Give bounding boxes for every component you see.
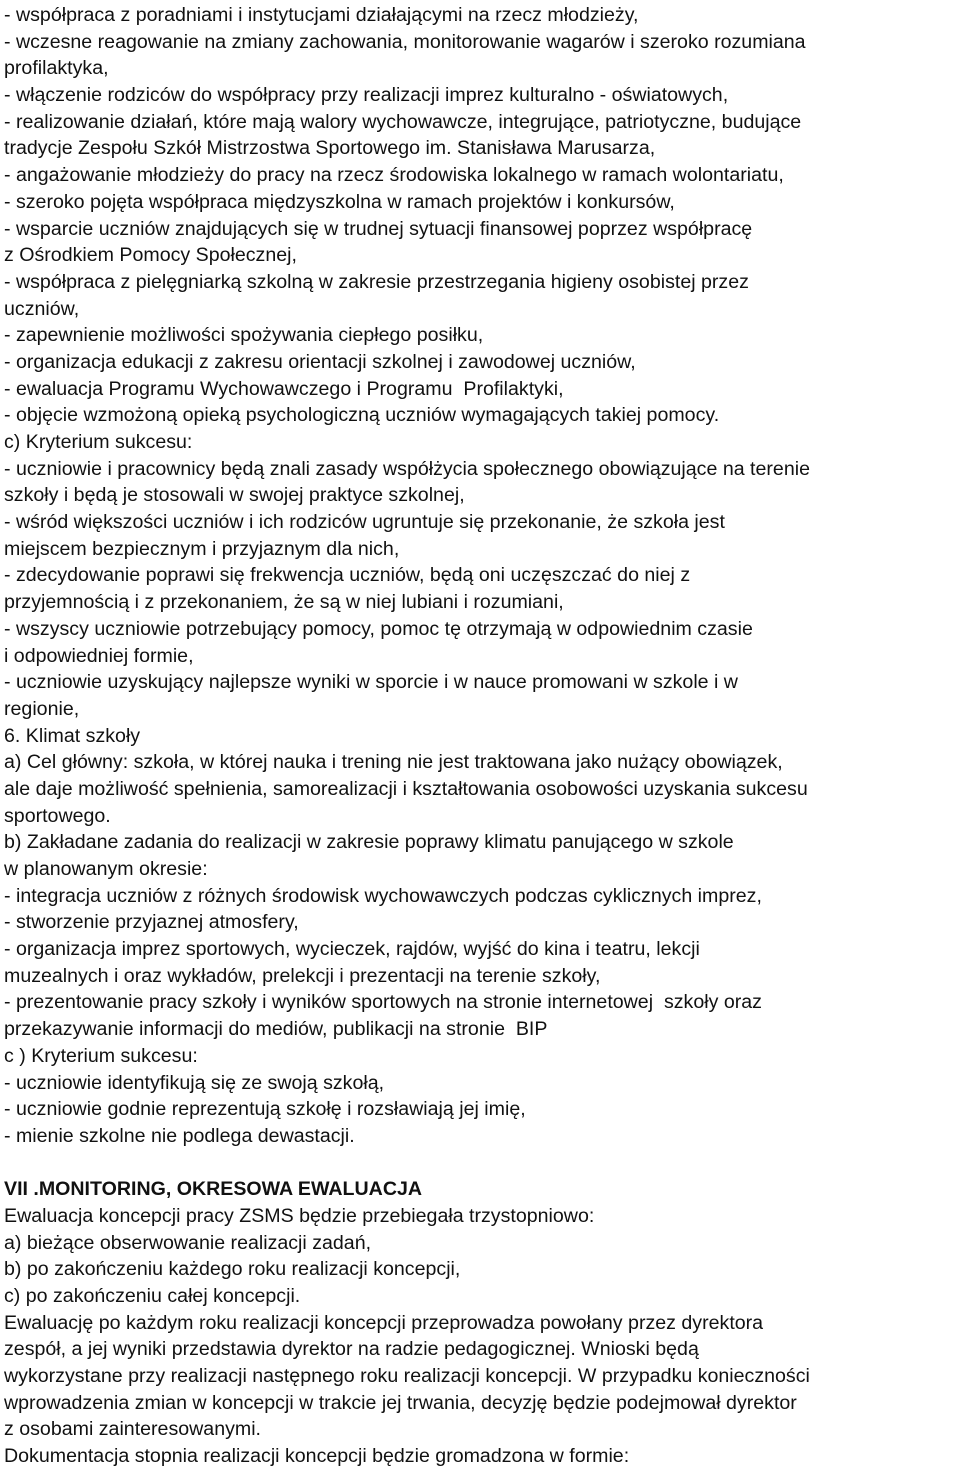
text-line: - uczniowie i pracownicy będą znali zasady współżycia społecznego obowiązujące na terenie <box>4 457 810 480</box>
text-line: b) Zakładane zadania do realizacji w zakresie poprawy klimatu panującego w szkole <box>4 831 734 854</box>
text-line: - zdecydowanie poprawi się frekwencja uczniów, będą oni uczęszczać do niej z <box>4 564 691 587</box>
text-line: zespół, a jej wyniki przedstawia dyrektor na radzie pedagogicznej. Wnioski będą <box>4 1338 699 1361</box>
text-line: - włączenie rodziców do współpracy przy realizacji imprez kulturalno - oświatowych, <box>4 84 729 107</box>
text-line: wykorzystane przy realizacji następnego roku realizacji koncepcji. W przypadku konieczności <box>4 1365 810 1388</box>
text-line: - uczniowie uzyskujący najlepsze wyniki w sporcie i w nauce promowani w szkole i w <box>4 671 738 694</box>
text-line: - objęcie wzmożoną opieką psychologiczną uczniów wymagających takiej pomocy. <box>4 404 720 427</box>
section-spacer <box>4 1150 960 1177</box>
text-line: - integracja uczniów z różnych środowisk wychowawczych podczas cyklicznych imprez, <box>4 884 762 907</box>
text-line: z osobami zainteresowanymi. <box>4 1418 262 1441</box>
text-line: - szeroko pojęta współpraca międzyszkolna w ramach projektów i konkursów, <box>4 190 675 213</box>
text-line: - wczesne reagowanie na zmiany zachowania, monitorowanie wagarów i szeroko rozumiana <box>4 30 806 53</box>
text-line: szkoły i będą je stosowali w swojej praktyce szkolnej, <box>4 484 465 507</box>
text-line: wprowadzenia zmian w koncepcji w trakcie jej trwania, decyzję będzie podejmował dyrektor <box>4 1391 797 1414</box>
text-line: - uczniowie identyfikują się ze swoją szkołą, <box>4 1071 385 1094</box>
text-line: b) po zakończeniu każdego roku realizacji koncepcji, <box>4 1258 461 1281</box>
text-line: przekazywanie informacji do mediów, publikacji na stronie BIP <box>4 1018 548 1041</box>
text-line: miejscem bezpiecznym i przyjaznym dla nich, <box>4 537 400 560</box>
text-line: profilaktyka, <box>4 57 109 80</box>
text-line: - prezentowanie pracy szkoły i wyników sportowych na stronie internetowej szkoły oraz <box>4 991 762 1014</box>
text-line: - współpraca z pielęgniarką szkolną w zakresie przestrzegania higieny osobistej przez <box>4 270 749 293</box>
text-line: muzealnych i oraz wykładów, prelekcji i prezentacji na terenie szkoły, <box>4 964 601 987</box>
document-page <box>4 2 960 1470</box>
text-line: i odpowiedniej formie, <box>4 644 194 667</box>
text-line: - wsparcie uczniów znajdujących się w trudnej sytuacji finansowej poprzez współpracę <box>4 217 753 240</box>
document-body-top <box>4 2 960 1150</box>
text-line: - wszyscy uczniowie potrzebujący pomocy, pomoc tę otrzymają w odpowiednim czasie <box>4 617 753 640</box>
text-line: tradycje Zespołu Szkół Mistrzostwa Sportowego im. Stanisława Marusarza, <box>4 137 656 160</box>
text-line: Dokumentacja stopnia realizacji koncepcji będzie gromadzona w formie: <box>4 1445 630 1468</box>
text-line: ale daje możliwość spełnienia, samorealizacji i kształtowania osobowości uzyskania sukcesu <box>4 777 808 800</box>
text-line: uczniów, <box>4 297 80 320</box>
text-line: - współpraca z poradniami i instytucjami działającymi na rzecz młodzieży, <box>4 4 639 26</box>
text-line: - ewaluacja Programu Wychowawczego i Programu Profilaktyki, <box>4 377 564 400</box>
text-line: - organizacja imprez sportowych, wycieczek, rajdów, wyjść do kina i teatru, lekcji <box>4 938 700 961</box>
text-line: - zapewnienie możliwości spożywania ciepłego posiłku, <box>4 324 484 347</box>
text-line: - wśród większości uczniów i ich rodziców ugruntuje się przekonanie, że szkoła jest <box>4 511 725 534</box>
text-line: a) bieżące obserwowanie realizacji zadań, <box>4 1231 372 1254</box>
text-line: - angażowanie młodzieży do pracy na rzecz środowiska lokalnego w ramach wolontariatu, <box>4 164 784 187</box>
text-line: c ) Kryterium sukcesu: <box>4 1044 198 1067</box>
text-line: - uczniowie godnie reprezentują szkołę i rozsławiają jej imię, <box>4 1098 526 1121</box>
text-line: przyjemnością i z przekonaniem, że są w niej lubiani i rozumiani, <box>4 591 564 614</box>
text-line: Ewaluację po każdym roku realizacji koncepcji przeprowadza powołany przez dyrektora <box>4 1311 764 1334</box>
text-line: w planowanym okresie: <box>4 858 208 880</box>
text-line: regionie, <box>4 697 80 720</box>
text-line: z Ośrodkiem Pomocy Społecznej, <box>4 244 297 267</box>
text-line: 6. Klimat szkoły <box>4 724 141 747</box>
text-line: sportowego. <box>4 804 111 827</box>
section-heading: VII .MONITORING, OKRESOWA EWALUACJA <box>4 1178 423 1201</box>
text-line: c) po zakończeniu całej koncepcji. <box>4 1285 301 1307</box>
text-line: a) Cel główny: szkoła, w której nauka i trening nie jest traktowana jako nużący obowiązek, <box>4 751 783 774</box>
text-line: Ewaluacja koncepcji pracy ZSMS będzie przebiegała trzystopniowo: <box>4 1204 595 1227</box>
text-line: - organizacja edukacji z zakresu orientacji szkolnej i zawodowej uczniów, <box>4 350 636 373</box>
text-line: - stworzenie przyjaznej atmosfery, <box>4 911 299 934</box>
text-line: - mienie szkolne nie podlega dewastacji. <box>4 1124 355 1147</box>
document-body-bottom <box>4 1203 960 1470</box>
text-line: - realizowanie działań, które mają walory wychowawcze, integrujące, patriotyczne, budujące <box>4 110 802 133</box>
text-line: c) Kryterium sukcesu: <box>4 431 193 453</box>
